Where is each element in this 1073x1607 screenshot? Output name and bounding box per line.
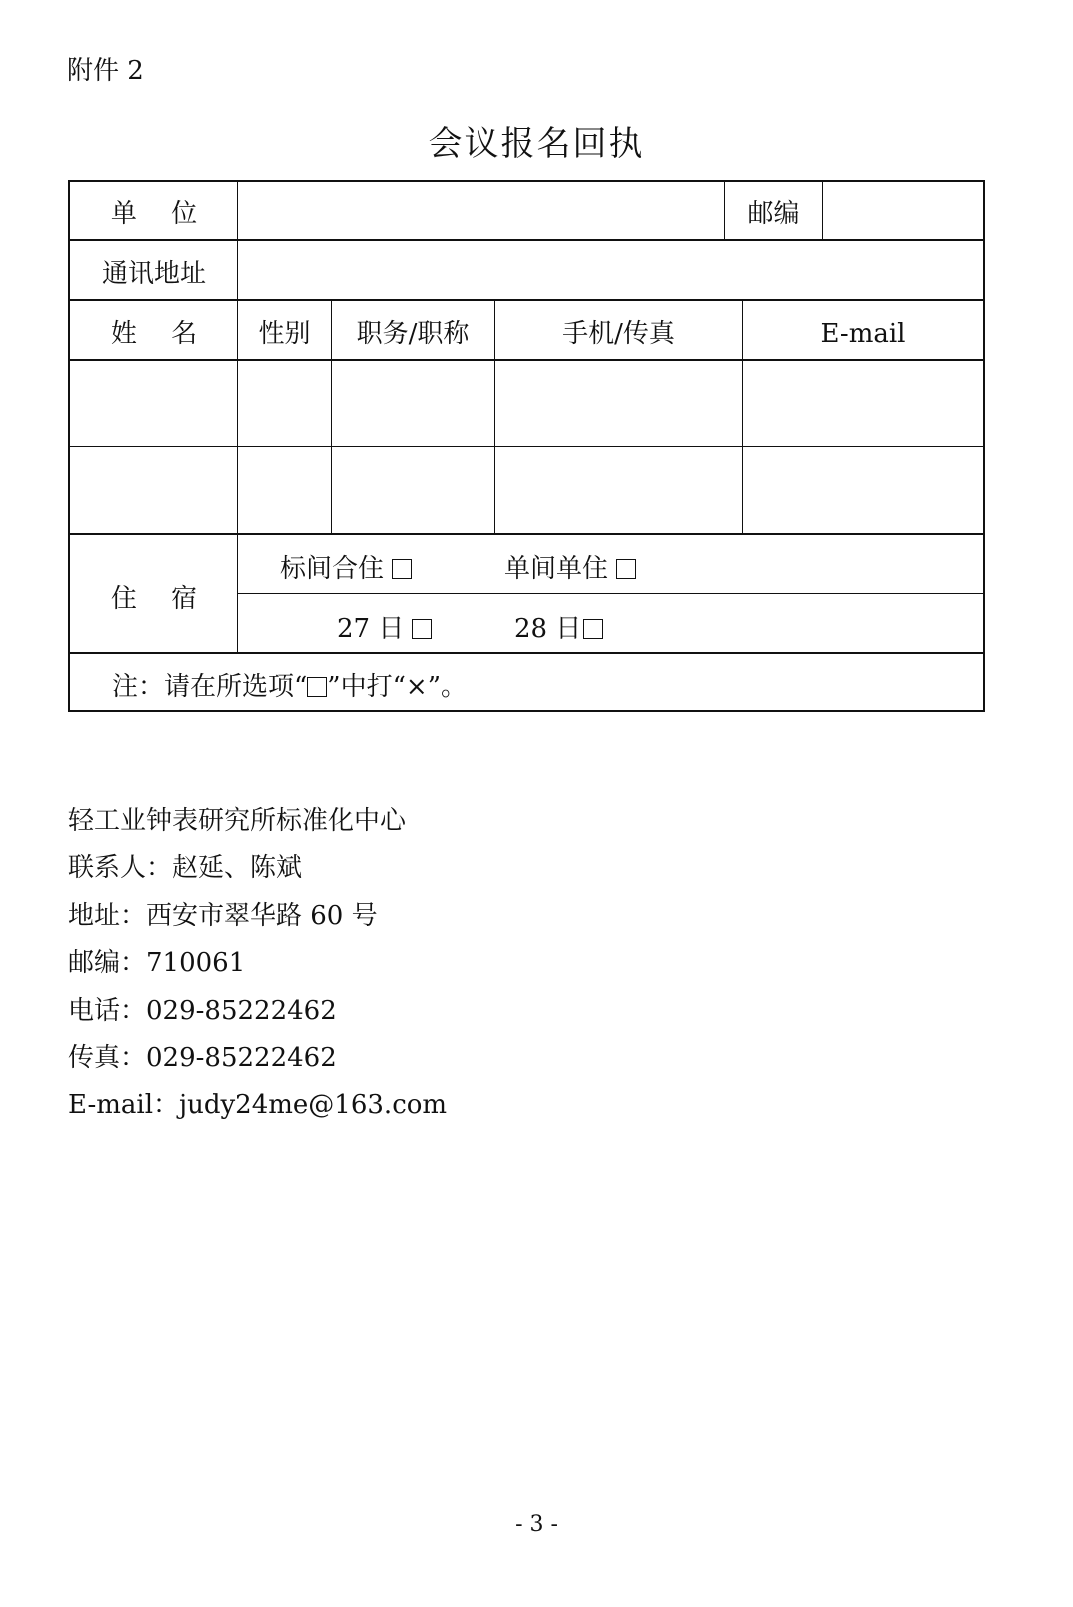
contact-email[interactable]: E-mail：judy24me@163.com (68, 1090, 448, 1121)
postcode-field[interactable] (824, 186, 982, 238)
day-27-option[interactable] (337, 614, 432, 644)
phone-fax-cell[interactable] (497, 449, 741, 531)
checkbox-sample-icon (307, 677, 327, 697)
row-divider (70, 299, 983, 301)
col-divider (822, 182, 823, 240)
phone-fax-header: 手机/传真 (562, 319, 675, 349)
gender-header: 性别 (258, 319, 311, 349)
registration-form (68, 180, 985, 712)
page-title: 会议报名回执 (428, 124, 645, 164)
twin-room-option[interactable] (280, 554, 412, 584)
row-divider (70, 446, 983, 447)
email-cell[interactable] (745, 362, 981, 444)
row-divider (70, 533, 983, 535)
contact-fax: 传真：029-85222462 (68, 1043, 337, 1074)
cross-mark-icon: × (405, 672, 428, 702)
day-28-option[interactable] (514, 614, 603, 644)
position-header: 职务/职称 (356, 319, 470, 349)
single-room-label: 单间单住 (504, 554, 609, 584)
contact-info (68, 798, 447, 1130)
phone-fax-cell[interactable] (497, 362, 741, 444)
gender-cell[interactable] (240, 362, 330, 444)
twin-room-label: 标间合住 (280, 554, 385, 584)
lodging-label: 住 宿 (110, 584, 198, 614)
name-header: 姓 名 (110, 319, 198, 349)
day-28-checkbox[interactable] (583, 619, 603, 639)
position-cell[interactable] (334, 449, 493, 531)
contact-address: 地址：西安市翠华路 60 号 (68, 900, 378, 931)
position-cell[interactable] (334, 362, 493, 444)
day-27-label: 27 日 (337, 614, 405, 644)
twin-room-checkbox[interactable] (392, 559, 412, 579)
gender-cell[interactable] (240, 449, 330, 531)
contact-postcode: 邮编：710061 (68, 948, 246, 979)
row-divider (70, 652, 983, 654)
row-divider (238, 593, 983, 594)
address-field[interactable] (240, 244, 980, 296)
address-label: 通讯地址 (101, 259, 206, 289)
unit-label: 单 位 (110, 199, 198, 229)
postcode-label: 邮编 (747, 199, 800, 229)
form-note (112, 672, 467, 702)
col-divider (237, 182, 238, 652)
name-cell[interactable] (72, 449, 236, 531)
page-number: - 3 - (515, 1512, 558, 1537)
attachment-label: 附件 2 (67, 56, 144, 86)
email-header: E-mail (820, 319, 906, 349)
single-room-option[interactable] (504, 554, 636, 584)
note-suffix: ”。 (427, 672, 467, 702)
row-divider (70, 359, 983, 361)
single-room-checkbox[interactable] (616, 559, 636, 579)
contact-org: 轻工业钟表研究所标准化中心 (68, 806, 407, 836)
day-27-checkbox[interactable] (412, 619, 432, 639)
email-cell[interactable] (745, 449, 981, 531)
note-prefix: 注：请在所选项“ (112, 672, 308, 702)
note-middle: ”中打“ (327, 672, 406, 702)
row-divider (70, 239, 983, 241)
name-cell[interactable] (72, 362, 236, 444)
contact-phone: 电话：029-85222462 (68, 995, 337, 1026)
contact-people: 联系人：赵延、陈斌 (68, 853, 303, 884)
day-28-label: 28 日 (514, 614, 582, 644)
unit-field[interactable] (240, 186, 724, 238)
